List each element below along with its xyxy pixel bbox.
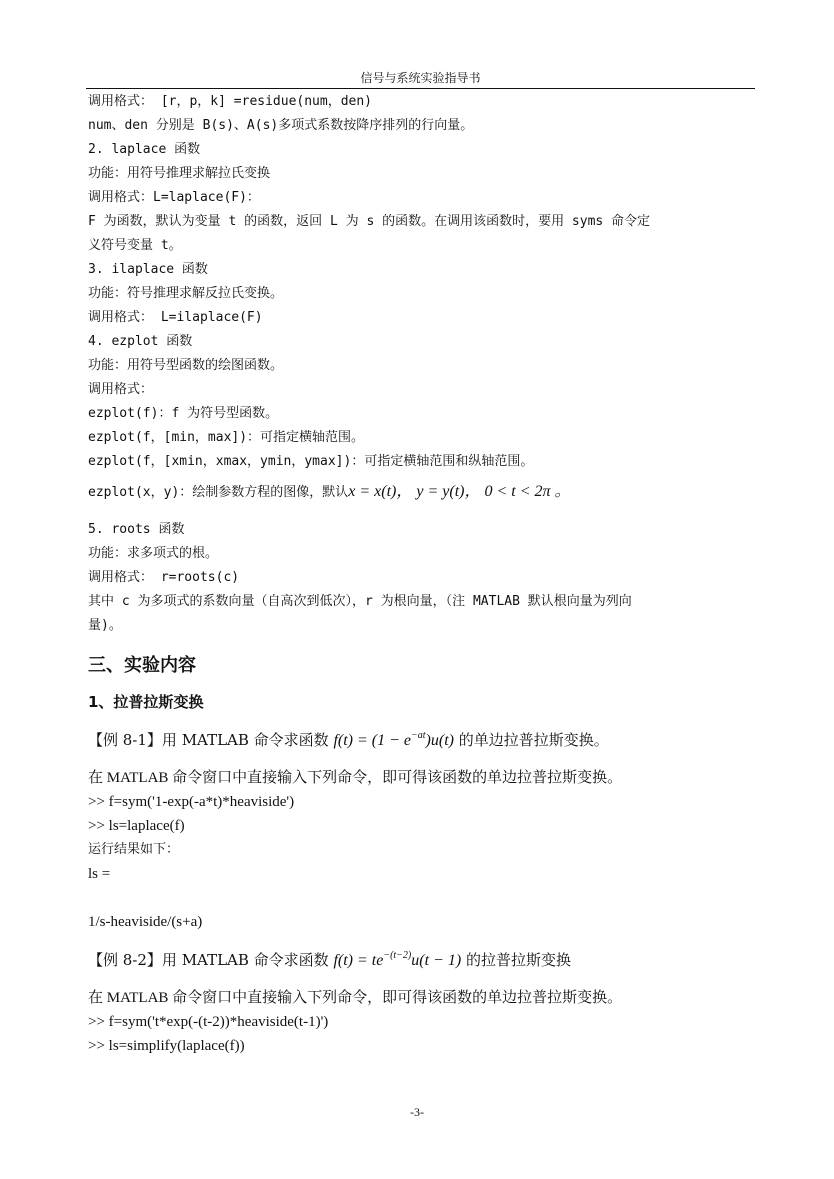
example-8-1-statement <box>88 730 756 751</box>
subsection-heading-laplace: 1、拉普拉斯变换 <box>88 693 204 711</box>
ezplot-item-4-math: x = x(t)， y = y(t)， 0 < t < 2π 。 <box>348 483 571 500</box>
laplace-description-line1: F 为函数，默认为变量 t 的函数，返回 L 为 s 的函数。在调用该函数时，要用 syms 命令定 <box>88 214 651 229</box>
laplace-title: 2. laplace 函数 <box>88 142 201 157</box>
ezplot-item-4-prefix: ezplot(x，y)：绘制参数方程的图像，默认 <box>88 485 349 500</box>
example-8-1-formula: $f(t) = (1 - e^{-at})u(t)$ <box>333 730 454 749</box>
ilaplace-title: 3. ilaplace 函数 <box>88 262 208 277</box>
example-8-1-result: 1/s-heaviside/(s+a) <box>88 914 203 930</box>
ezplot-item-3: ezplot(f，[xmin，xmax，ymin，ymax])：可指定横轴范围和纵轴范围。 <box>88 454 534 469</box>
residue-usage: 调用格式： [r，p，k] =residue(num，den) <box>88 94 373 109</box>
example-8-1-suffix: 的单边拉普拉斯变换。 <box>458 731 609 749</box>
roots-function: 功能：求多项式的根。 <box>88 546 219 561</box>
example-8-1-result-label: 运行结果如下： <box>88 842 180 857</box>
laplace-function: 功能：用符号推理求解拉氏变换 <box>88 166 271 181</box>
ezplot-item-2: ezplot(f，[min，max])：可指定横轴范围。 <box>88 430 365 445</box>
example-8-1-command-2: >> ls=laplace(f) <box>88 818 185 834</box>
ezplot-item-4 <box>88 482 756 503</box>
example-8-2-formula: $f(t) = te^{-(t-2)}u(t - 1)$ <box>333 950 462 969</box>
example-8-2-command-2: >> ls=simplify(laplace(f)) <box>88 1038 245 1054</box>
header-rule <box>86 88 755 89</box>
ezplot-function: 功能：用符号型函数的绘图函数。 <box>88 358 284 373</box>
example-8-2-statement <box>88 950 756 971</box>
example-8-2-intro: 在 MATLAB 命令窗口中直接输入下列命令，即可得该函数的单边拉普拉斯变换。 <box>88 990 623 1006</box>
ezplot-title: 4. ezplot 函数 <box>88 334 193 349</box>
roots-usage: 调用格式： r=roots(c) <box>88 570 240 585</box>
page-number: -3- <box>410 1105 424 1119</box>
ilaplace-function: 功能：符号推理求解反拉氏变换。 <box>88 286 284 301</box>
running-header: 信号与系统实验指导书 <box>360 71 481 85</box>
example-8-1-intro: 在 MATLAB 命令窗口中直接输入下列命令，即可得该函数的单边拉普拉斯变换。 <box>88 770 623 786</box>
roots-description-line1: 其中 c 为多项式的系数向量（自高次到低次），r 为根向量，（注 MATLAB 默认根向量为列向 <box>88 594 632 609</box>
residue-description: num、den 分别是 B(s)、A(s)多项式系数按降序排列的行向量。 <box>88 118 474 133</box>
example-8-1-command-1: >> f=sym('1-exp(-a*t)*heaviside') <box>88 794 295 810</box>
example-8-2-command-1: >> f=sym('t*exp(-(t-2))*heaviside(t-1)') <box>88 1014 329 1030</box>
example-8-2-prefix: 【例 8-2】用 MATLAB 命令求函数 <box>88 951 329 969</box>
ilaplace-usage: 调用格式： L=ilaplace(F) <box>88 310 263 325</box>
roots-description-line2: 量)。 <box>88 618 122 633</box>
ezplot-usage: 调用格式： <box>88 382 154 397</box>
example-8-1-ls-label: ls = <box>88 866 111 882</box>
ezplot-item-1: ezplot(f)：f 为符号型函数。 <box>88 406 279 421</box>
section-heading-experiment-content: 三、实验内容 <box>88 655 196 676</box>
example-8-1-prefix: 【例 8-1】用 MATLAB 命令求函数 <box>88 731 329 749</box>
laplace-usage: 调用格式：L=laplace(F)： <box>88 190 260 205</box>
laplace-description-line2: 义符号变量 t。 <box>88 238 182 253</box>
roots-title: 5. roots 函数 <box>88 522 185 537</box>
example-8-2-suffix: 的拉普拉斯变换 <box>465 951 571 969</box>
